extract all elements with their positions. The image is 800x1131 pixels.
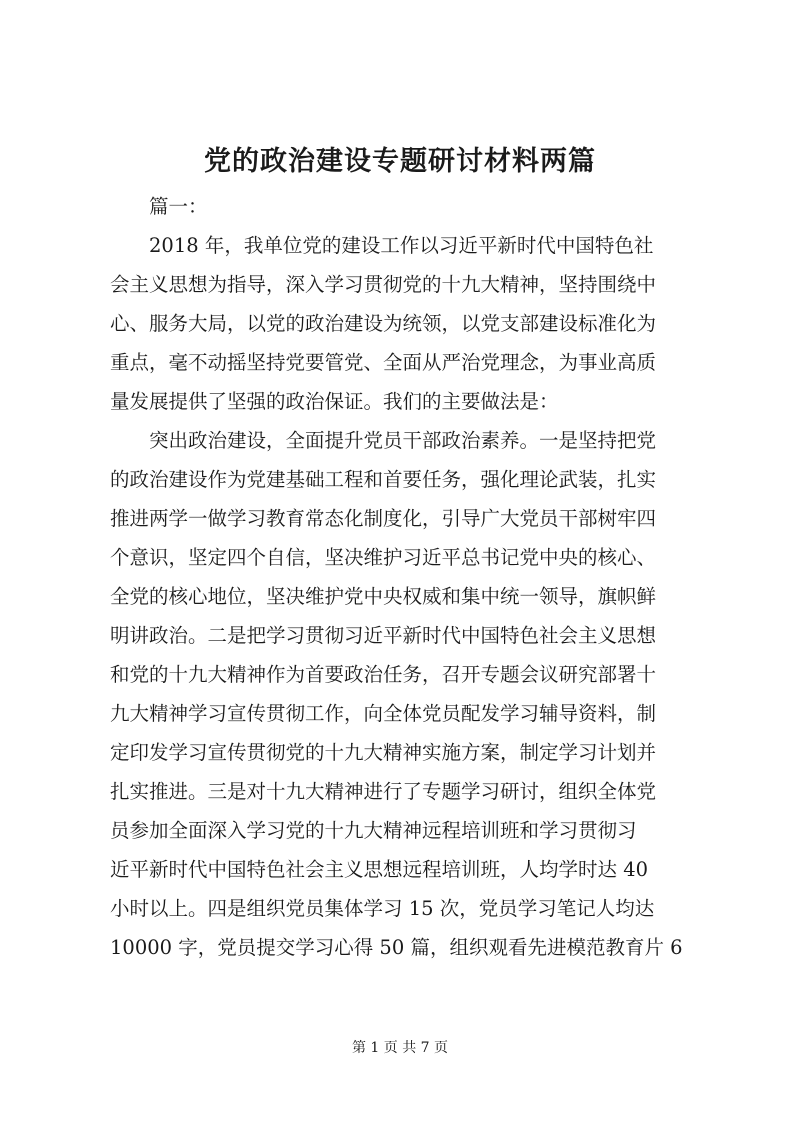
paragraph-line: 扎实推进。三是对十九大精神进行了专题学习研讨，组织全体党 — [110, 780, 657, 803]
paragraph-line: 10000 字，党员提交学习心得 50 篇，组织观看先进模范教育片 6 — [110, 936, 683, 959]
paragraph-line: 个意识，坚定四个自信，坚决维护习近平总书记党中央的核心、 — [110, 546, 657, 569]
section-label: 篇一： — [149, 195, 208, 218]
paragraph-line: 和党的十九大精神作为首要政治任务，召开专题会议研究部署十 — [110, 663, 657, 686]
paragraph-line: 会主义思想为指导，深入学习贯彻党的十九大精神，坚持围绕中 — [110, 273, 657, 296]
paragraph-line: 突出政治建设，全面提升党员干部政治素养。一是坚持把党 — [149, 429, 657, 452]
paragraph-line: 心、服务大局，以党的政治建设为统领，以党支部建设标准化为 — [110, 312, 657, 335]
paragraph-line: 的政治建设作为党建基础工程和首要任务，强化理论武装，扎实 — [110, 468, 657, 491]
document-title: 党的政治建设专题研讨材料两篇 — [204, 146, 596, 177]
document-body — [110, 187, 710, 967]
paragraph-line: 员参加全面深入学习党的十九大精神远程培训班和学习贯彻习 — [110, 819, 637, 842]
paragraph-line: 小时以上。四是组织党员集体学习 15 次，党员学习笔记人均达 — [110, 897, 655, 920]
paragraph-line: 推进两学一做学习教育常态化制度化，引导广大党员干部树牢四 — [110, 507, 657, 530]
paragraph-line: 近平新时代中国特色社会主义思想远程培训班，人均学时达 40 — [110, 858, 649, 881]
paragraph-line: 2018 年，我单位党的建设工作以习近平新时代中国特色社 — [149, 234, 654, 257]
paragraph-line: 九大精神学习宣传贯彻工作，向全体党员配发学习辅导资料，制 — [110, 702, 657, 725]
paragraph-line: 全党的核心地位，坚决维护党中央权威和集中统一领导，旗帜鲜 — [110, 585, 657, 608]
paragraph-line: 重点，毫不动摇坚持党要管党、全面从严治党理念，为事业高质 — [110, 351, 657, 374]
paragraph-line: 量发展提供了坚强的政治保证。我们的主要做法是： — [110, 390, 559, 413]
page-footer: 第 1 页 共 7 页 — [351, 1040, 449, 1056]
paragraph-line: 明讲政治。二是把学习贯彻习近平新时代中国特色社会主义思想 — [110, 624, 657, 647]
paragraph-line: 定印发学习宣传贯彻党的十九大精神实施方案，制定学习计划并 — [110, 741, 657, 764]
